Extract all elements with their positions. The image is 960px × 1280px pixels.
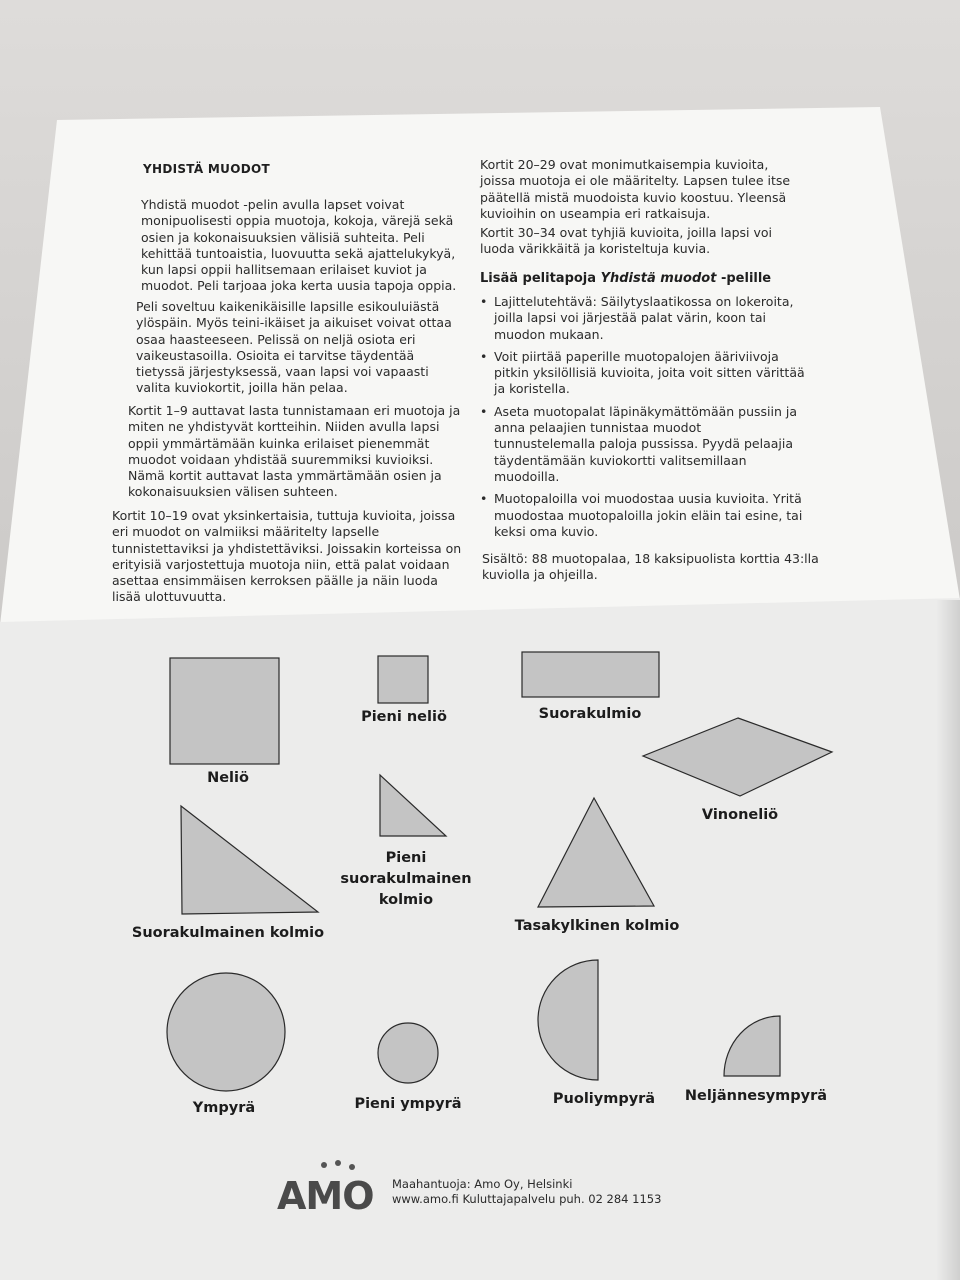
small-right-triangle-label: Pieni suorakulmainen kolmio: [340, 850, 472, 908]
quarter-circle-shape: [724, 1016, 780, 1076]
intro-paragraph: Yhdistä muodot -pelin avulla lapset voivat monipuolisesti oppia muotoja, kokoja, värejä sekä osien ja kokonaisuuksien välisiä suhteita. Peli kehittää tuntoaistia, luovuutta sekä ajattelukykyä, kun lapsi oppii hallitsemaan erilaiset kuviot ja muodot. Peli tarjoaa joka kerta uusia tapoja oppia.: [141, 197, 457, 294]
rhombus-label: Vinoneliö: [701, 807, 779, 823]
equilateral-triangle-label: Tasakylkinen kolmio: [514, 918, 680, 934]
list-item: • Lajittelutehtävä: Säilytyslaatikossa on lokeroita, joilla lapsi voi järjestää palat värin, koon tai muodon mukaan.: [480, 294, 805, 343]
list-item: • Voit piirtää paperille muotopalojen ääriviivoja pitkin yksilöllisiä kuvioita, joita voit sitten värittää ja koristella.: [480, 349, 805, 398]
logo-text: AMO: [277, 1174, 374, 1218]
semicircle-shape: [538, 960, 598, 1080]
contents-line: Sisältö: 88 muotopalaa, 18 kaksipuolista korttia 43:lla kuviolla ja ohjeilla.: [482, 551, 819, 583]
more-ways-heading-suffix: -pelille: [716, 271, 772, 286]
importer-line: Maahantuoja: Amo Oy, Helsinki: [392, 1177, 573, 1191]
rectangle-shape: [522, 652, 659, 697]
document-title: YHDISTÄ MUODOT: [143, 162, 270, 176]
cards-20-29-paragraph: Kortit 20–29 ovat monimutkaisempia kuvioita, joissa muotoja ei ole määritelty. Lapsen tulee itse päätellä mistä muodoista kuvio koostuu. Yleensä kuvioihin on useampia eri ratkaisuja.: [480, 157, 791, 221]
right-triangle-shape: [181, 806, 318, 914]
more-ways-heading-game-name: Yhdistä muodot: [600, 271, 717, 286]
small-square-shape: [378, 656, 428, 703]
small-circle-label: Pieni ympyrä: [354, 1096, 462, 1112]
cards-1-9-paragraph: Kortit 1–9 auttavat lasta tunnistamaan eri muotoja ja miten ne yhdistyvät kortteihin. Niiden avulla lapsi oppii ymmärtämään kuinka erilaiset pienemmät muodot voidaan yhdistää suuremmiksi kuvioiksi. Nämä kortit auttavat lasta ymmärtämään osien ja kokonaisuuksien välisen suhteen.: [128, 403, 461, 500]
logo-dot: [321, 1162, 327, 1168]
cards-10-19-paragraph: Kortit 10–19 ovat yksinkertaisia, tuttuja kuvioita, joissa eri muodot on valmiiksi määritelty lapselle tunnistettaviksi ja yhdistettäviksi. Joissakin korteissa on erityisiä varjostettuja muotoja niin, että palat voidaan asettaa ensimmäisen kerroksen päälle ja näin luoda lisää ulottuvuutta.: [112, 508, 462, 605]
contact-line: www.amo.fi Kuluttajapalvelu puh. 02 284 1153: [392, 1192, 662, 1206]
more-ways-heading-prefix: Lisää pelitapoja: [480, 271, 601, 286]
small-circle-shape: [378, 1023, 438, 1083]
small-square-label: Pieni neliö: [361, 709, 447, 725]
right-triangle-label: Suorakulmainen kolmio: [131, 925, 325, 941]
list-item: • Muotopaloilla voi muodostaa uusia kuvioita. Yritä muodostaa muotopaloilla jokin eläin tai esine, tai keksi oma kuvio.: [480, 491, 805, 540]
small-right-triangle-shape: [380, 775, 446, 836]
list-item: • Aseta muotopalat läpinäkymättömään pussiin ja anna pelaajien tunnistaa muodot tunnustelemalla paloja pussissa. Pyydä pelaajia täydentämään kuviokortti valitsemillaan muodoilla.: [480, 404, 805, 485]
rectangle-label: Suorakulmio: [538, 706, 642, 722]
quarter-circle-label: Neljännesympyrä: [684, 1088, 828, 1104]
logo-dot: [335, 1160, 341, 1166]
square-label: Neliö: [207, 770, 249, 786]
rhombus-shape: [643, 718, 832, 796]
circle-label: Ympyrä: [192, 1100, 256, 1116]
logo-dot: [349, 1164, 355, 1170]
cards-30-34-paragraph: Kortit 30–34 ovat tyhjiä kuvioita, joilla lapsi voi luoda värikkäitä ja koristeltuja kuvia.: [480, 225, 773, 257]
age-paragraph: Peli soveltuu kaikenikäisille lapsille esikouluiästä ylöspäin. Myös teini-ikäiset ja aikuiset voivat ottaa osaa haasteeseen. Pelissä on neljä osiota eri vaikeustasoilla. Osioita ei tarvitse täydentää tietyssä järjestyksessä, vaan lapsi voi vapaasti valita kuviokortit, joilla hän pelaa.: [136, 299, 452, 396]
square-shape: [170, 658, 279, 764]
equilateral-triangle-shape: [538, 798, 654, 907]
amo-logo: [277, 1160, 385, 1220]
circle-shape: [167, 973, 285, 1091]
semicircle-label: Puoliympyrä: [552, 1091, 656, 1107]
